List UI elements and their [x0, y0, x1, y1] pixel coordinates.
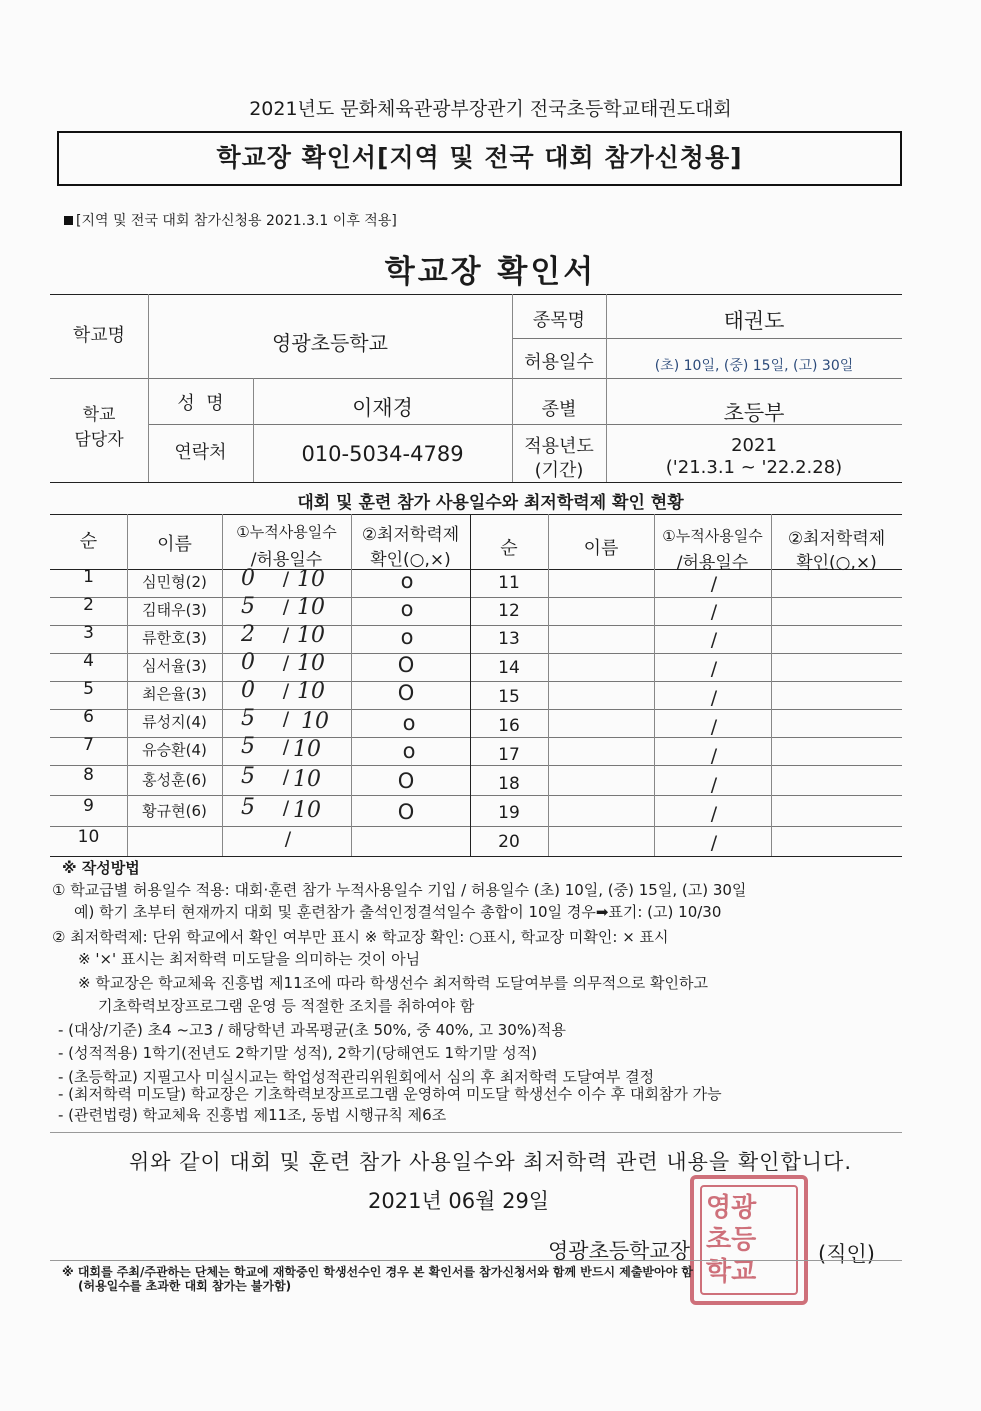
row-3-allowed: 10: [297, 623, 325, 648]
principal-name: 영광초등학교장: [548, 1239, 691, 1263]
row-10-no: 10: [77, 827, 100, 847]
row-9-no: 9: [83, 796, 94, 816]
row-4-slash: /: [282, 652, 290, 674]
confirmation-statement: 위와 같이 대회 및 훈련 참가 사용일수와 최저학력 관련 내용을 확인합니다.: [128, 1150, 852, 1174]
row-5-slash: /: [282, 680, 290, 702]
row-14-no: 14: [498, 658, 520, 678]
row-11-slash: /: [710, 573, 718, 595]
row-5-allowed: 10: [297, 679, 325, 704]
row-7-name: 유승환(4): [142, 741, 207, 759]
row-7-used: 5: [241, 734, 255, 759]
row-12-no: 12: [498, 601, 520, 621]
row-2-used: 5: [241, 594, 255, 619]
row-10-slash: /: [284, 828, 292, 850]
note-line-3: ② 최저학력제: 단위 학교에서 확인 여부만 표시 ※ 학교장 확인: ○표시, 학교장 미확인: × 표시: [52, 928, 669, 946]
manager-name-value: 이재경: [352, 396, 413, 420]
note-line-7: - (대상/기준) 초4 ~고3 / 해당학년 과목평균(초 50%, 중 40%, 고 30%)적용: [58, 1021, 566, 1039]
row-19-no: 19: [498, 803, 520, 823]
row-2-no: 2: [83, 595, 94, 615]
row-9-name: 황규현(6): [142, 802, 207, 820]
row-3-no: 3: [83, 623, 94, 643]
row-6-no: 6: [83, 707, 94, 727]
banner-title: 학교장 확인서[지역 및 전국 대회 참가신청용]: [57, 131, 902, 186]
note-line-8: - (성적적용) 1학기(전년도 2학기말 성적), 2학기(당해연도 1학기말 성적): [58, 1044, 538, 1062]
row-18-no: 18: [498, 774, 520, 794]
row-5-check: O: [397, 681, 415, 705]
header-cumulative-right-2: /허용일수: [676, 553, 749, 573]
row-8-no: 8: [83, 765, 94, 785]
school-label: 학교명: [72, 325, 126, 346]
row-16-no: 16: [498, 716, 520, 736]
row-20-slash: /: [710, 832, 718, 854]
row-17-no: 17: [498, 745, 520, 765]
row-5-used: 0: [241, 678, 255, 703]
row-4-no: 4: [83, 651, 94, 671]
note-line-1: ① 학교급별 허용일수 적용: 대회·훈련 참가 누적사용일수 기입 / 허용일수 (초) 10일, (중) 15일, (고) 30일: [52, 881, 747, 899]
row-1-no: 1: [83, 567, 94, 587]
row-18-slash: /: [710, 774, 718, 796]
row-7-allowed: 10: [293, 737, 321, 762]
row-3-check: o: [400, 625, 414, 649]
row-7-slash: /: [282, 736, 290, 758]
header-min-grade-2: 확인(○,×): [370, 550, 451, 570]
row-2-slash: /: [282, 596, 290, 618]
official-seal-label: (직인): [818, 1242, 875, 1266]
row-8-used: 5: [241, 764, 255, 789]
header-cumulative-2: /허용일수: [250, 550, 323, 570]
footer-note: [62, 1265, 693, 1293]
note-line-2: 예) 학기 초부터 현재까지 대회 및 훈련참가 출석인정결석일수 총합이 10일 경우➡표기: (고) 10/30: [74, 903, 722, 921]
row-6-name: 류성지(4): [142, 713, 207, 731]
allowed-days-value: (초) 10일, (중) 15일, (고) 30일: [654, 358, 854, 374]
row-4-allowed: 10: [297, 651, 325, 676]
manager-label-1: 학교: [82, 405, 116, 425]
row-8-check: O: [397, 769, 415, 793]
row-3-name: 류한호(3): [142, 629, 207, 647]
footer-line-1: ※ 대회를 주최/주관하는 단체는 학교에 재학중인 학생선수인 경우 본 확인서를 참가신청서와 함께 반드시 제출받아야 함: [62, 1265, 693, 1279]
row-14-slash: /: [710, 658, 718, 680]
row-2-name: 김태우(3): [142, 601, 207, 619]
school-seal-stamp: 영광 초등 학교: [690, 1175, 808, 1305]
row-1-slash: /: [282, 568, 290, 590]
section-title: 대회 및 훈련 참가 사용일수와 최저학력제 확인 현황: [297, 493, 684, 513]
contact-value: 010-5034-4789: [301, 442, 464, 466]
row-12-slash: /: [710, 601, 718, 623]
footer-line-2: (허용일수를 초과한 대회 참가는 불가함): [78, 1279, 292, 1293]
contact-label: 연락처: [174, 442, 227, 463]
division-label: 종별: [541, 399, 577, 420]
row-15-slash: /: [710, 687, 718, 709]
row-7-check: o: [402, 739, 416, 763]
division-value: 초등부: [723, 401, 785, 425]
row-4-check: O: [397, 653, 415, 677]
header-min-grade-right-1: ②최저학력제: [787, 529, 886, 549]
header-name: 이름: [157, 534, 192, 555]
note-line-6: 기초학력보장프로그램 운영 등 적절한 조치를 취하여야 함: [98, 997, 475, 1015]
row-5-no: 5: [83, 679, 94, 699]
year-value-2: ('21.3.1 ~ '22.2.28): [665, 457, 843, 478]
document-title: 학교장 확인서: [384, 254, 597, 290]
note-line-11: - (관련법령) 학교체육 진흥법 제11조, 동법 시행규칙 제6조: [58, 1106, 447, 1124]
square-bullet-icon: [64, 216, 73, 225]
row-7-no: 7: [83, 735, 94, 755]
row-8-name: 홍성훈(6): [142, 771, 207, 789]
header-cumulative-right-1: ①누적사용일수: [662, 527, 763, 545]
row-9-slash: /: [282, 797, 290, 819]
row-17-slash: /: [710, 745, 718, 767]
row-9-allowed: 10: [293, 798, 321, 823]
row-4-used: 0: [241, 650, 255, 675]
row-13-slash: /: [710, 629, 718, 651]
header-min-grade-right-2: 확인(○,×): [796, 553, 877, 573]
row-20-no: 20: [498, 832, 520, 852]
row-9-used: 5: [241, 795, 255, 820]
note-line-10: - (최저학력 미도달) 학교장은 기초학력보장프로그램 운영하여 미도달 학생선수 이수 후 대회참가 가능: [58, 1085, 722, 1103]
row-6-allowed: 10: [301, 709, 329, 734]
row-2-check: o: [400, 597, 414, 621]
header-name-right: 이름: [583, 538, 619, 559]
header-no-right: 순: [500, 538, 518, 559]
sport-value: 태권도: [723, 309, 785, 333]
row-13-no: 13: [498, 629, 520, 649]
row-8-allowed: 10: [293, 767, 321, 792]
row-11-no: 11: [498, 573, 520, 593]
row-5-name: 최은율(3): [142, 685, 207, 703]
year-label-2: (기간): [534, 460, 584, 481]
row-3-slash: /: [282, 624, 290, 646]
year-label-1: 적용년도: [524, 436, 594, 457]
apply-note: [64, 210, 397, 230]
note-line-4: ※ '×' 표시는 최저학력 미도달을 의미하는 것이 아님: [78, 950, 421, 968]
header-no: 순: [79, 531, 98, 552]
year-value-1: 2021: [731, 435, 777, 456]
header-cumulative-1: ①누적사용일수: [236, 523, 337, 541]
manager-label-2: 담당자: [74, 430, 124, 450]
signature-date: 2021년 06월 29일: [368, 1189, 550, 1213]
row-15-no: 15: [498, 687, 520, 707]
instructions-heading: ※ 작성방법: [62, 859, 140, 877]
row-1-name: 심민형(2): [142, 573, 207, 591]
name-label: 성 명: [177, 393, 224, 414]
allowed-days-label: 허용일수: [524, 352, 594, 373]
sport-label: 종목명: [532, 310, 586, 331]
note-line-9: - (초등학교) 지필고사 미실시교는 학업성적관리위원회에서 심의 후 최저학력 도달여부 결정: [58, 1068, 655, 1086]
header-min-grade-1: ②최저학력제: [361, 525, 460, 545]
row-2-allowed: 10: [297, 595, 325, 620]
row-3-used: 2: [241, 622, 255, 647]
row-1-used: 0: [241, 566, 255, 591]
event-title: 2021년도 문화체육관광부장관기 전국초등학교태권도대회: [249, 98, 732, 120]
apply-note-text: [지역 및 전국 대회 참가신청용 2021.3.1 이후 적용]: [76, 213, 397, 229]
row-1-check: o: [400, 569, 414, 593]
school-value: 영광초등학교: [272, 331, 388, 355]
row-1-allowed: 10: [297, 567, 325, 592]
row-6-used: 5: [241, 706, 255, 731]
row-8-slash: /: [282, 766, 290, 788]
row-4-name: 심서율(3): [142, 657, 207, 675]
row-19-slash: /: [710, 803, 718, 825]
note-line-5: ※ 학교장은 학교체육 진흥법 제11조에 따라 학생선수 최저학력 도달여부를 의무적으로 확인하고: [78, 974, 708, 992]
row-6-slash: /: [282, 708, 290, 730]
row-16-slash: /: [710, 716, 718, 738]
row-9-check: O: [397, 800, 415, 824]
row-6-check: o: [402, 711, 416, 735]
